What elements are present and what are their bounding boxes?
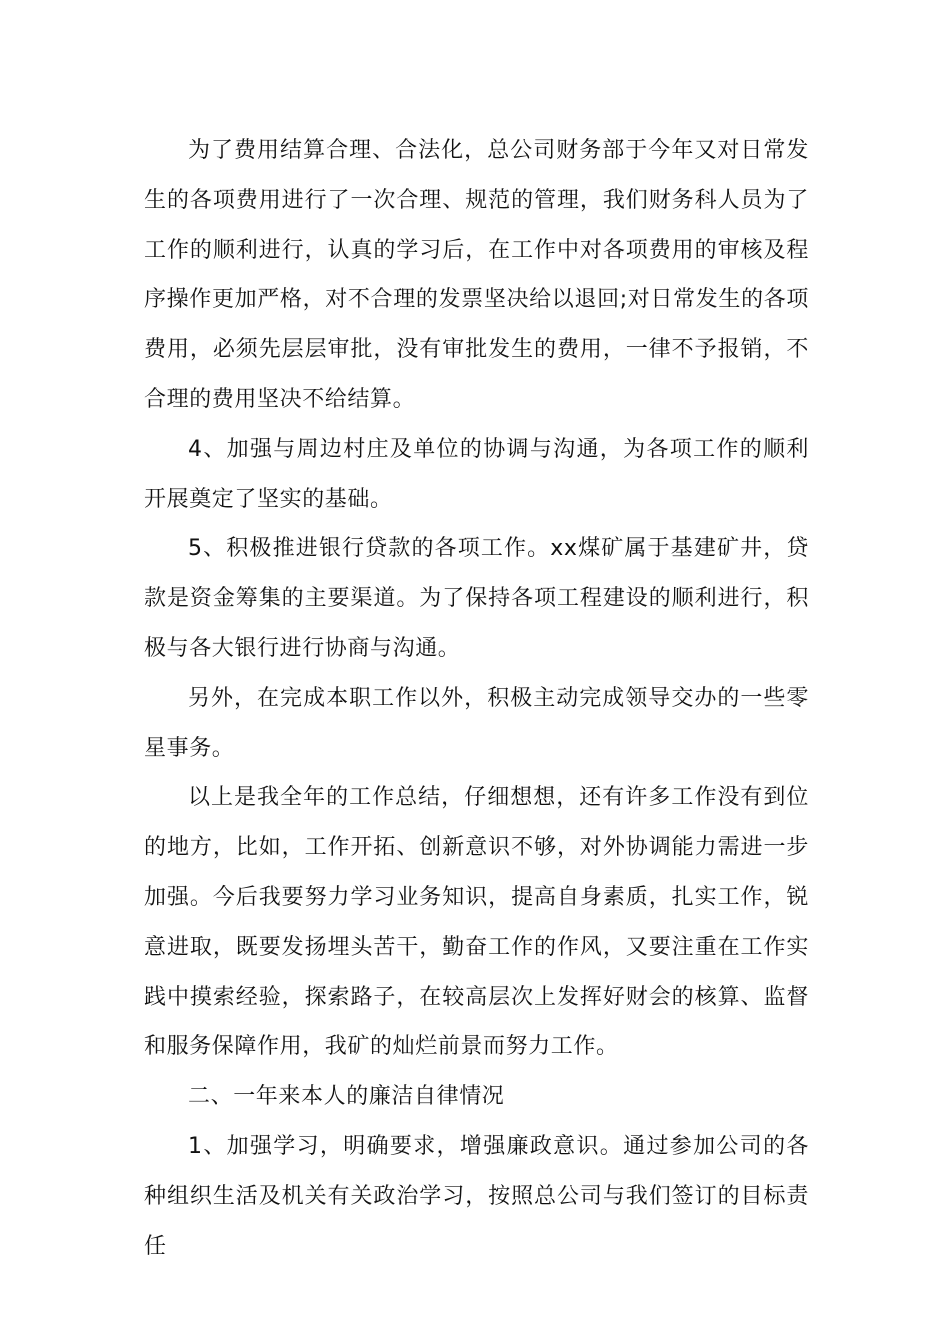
paragraph-study-requirements: 1、加强学习，明确要求，增强廉政意识。通过参加公司的各种组织生活及机关有关政治学习，按照总公司与我们签订的目标责任 (144, 1133, 809, 1259)
paragraph-year-summary: 以上是我全年的工作总结，仔细想想，还有许多工作没有到位的地方，比如，工作开拓、创新意识不够，对外协调能力需进一步加强。今后我要努力学习业务知识，提高自身素质，扎实工作，锐意进取，既要发扬埋头苦干，勤奋工作的作风，又要注重在工作实践中摸索经验，探索路子，在较高层次上发挥好财会的核算、监督和服务保障作用，我矿的灿烂前景而努力工作。 (144, 785, 809, 1060)
section-heading-integrity: 二、一年来本人的廉洁自律情况 (188, 1084, 505, 1110)
paragraph-additional-tasks: 另外，在完成本职工作以外，积极主动完成领导交办的一些零星事务。 (144, 685, 809, 761)
paragraph-coordination: 4、加强与周边村庄及单位的协调与沟通，为各项工作的顺利开展奠定了坚实的基础。 (144, 436, 809, 512)
paragraph-bank-loans: 5、积极推进银行贷款的各项工作。xx煤矿属于基建矿井，贷款是资金筹集的主要渠道。为了保持各项工程建设的顺利进行，积极与各大银行进行协商与沟通。 (144, 536, 809, 661)
paragraph-expense-settlement: 为了费用结算合理、合法化，总公司财务部于今年又对日常发生的各项费用进行了一次合理、规范的管理，我们财务科人员为了工作的顺利进行，认真的学习后，在工作中对各项费用的审核及程序操作更加严格，对不合理的发票坚决给以退回;对日常发生的各项费用，必须先层层审批，没有审批发生的费用，一律不予报销，不合理的费用坚决不给结算。 (144, 138, 809, 412)
document-body (144, 126, 809, 1271)
